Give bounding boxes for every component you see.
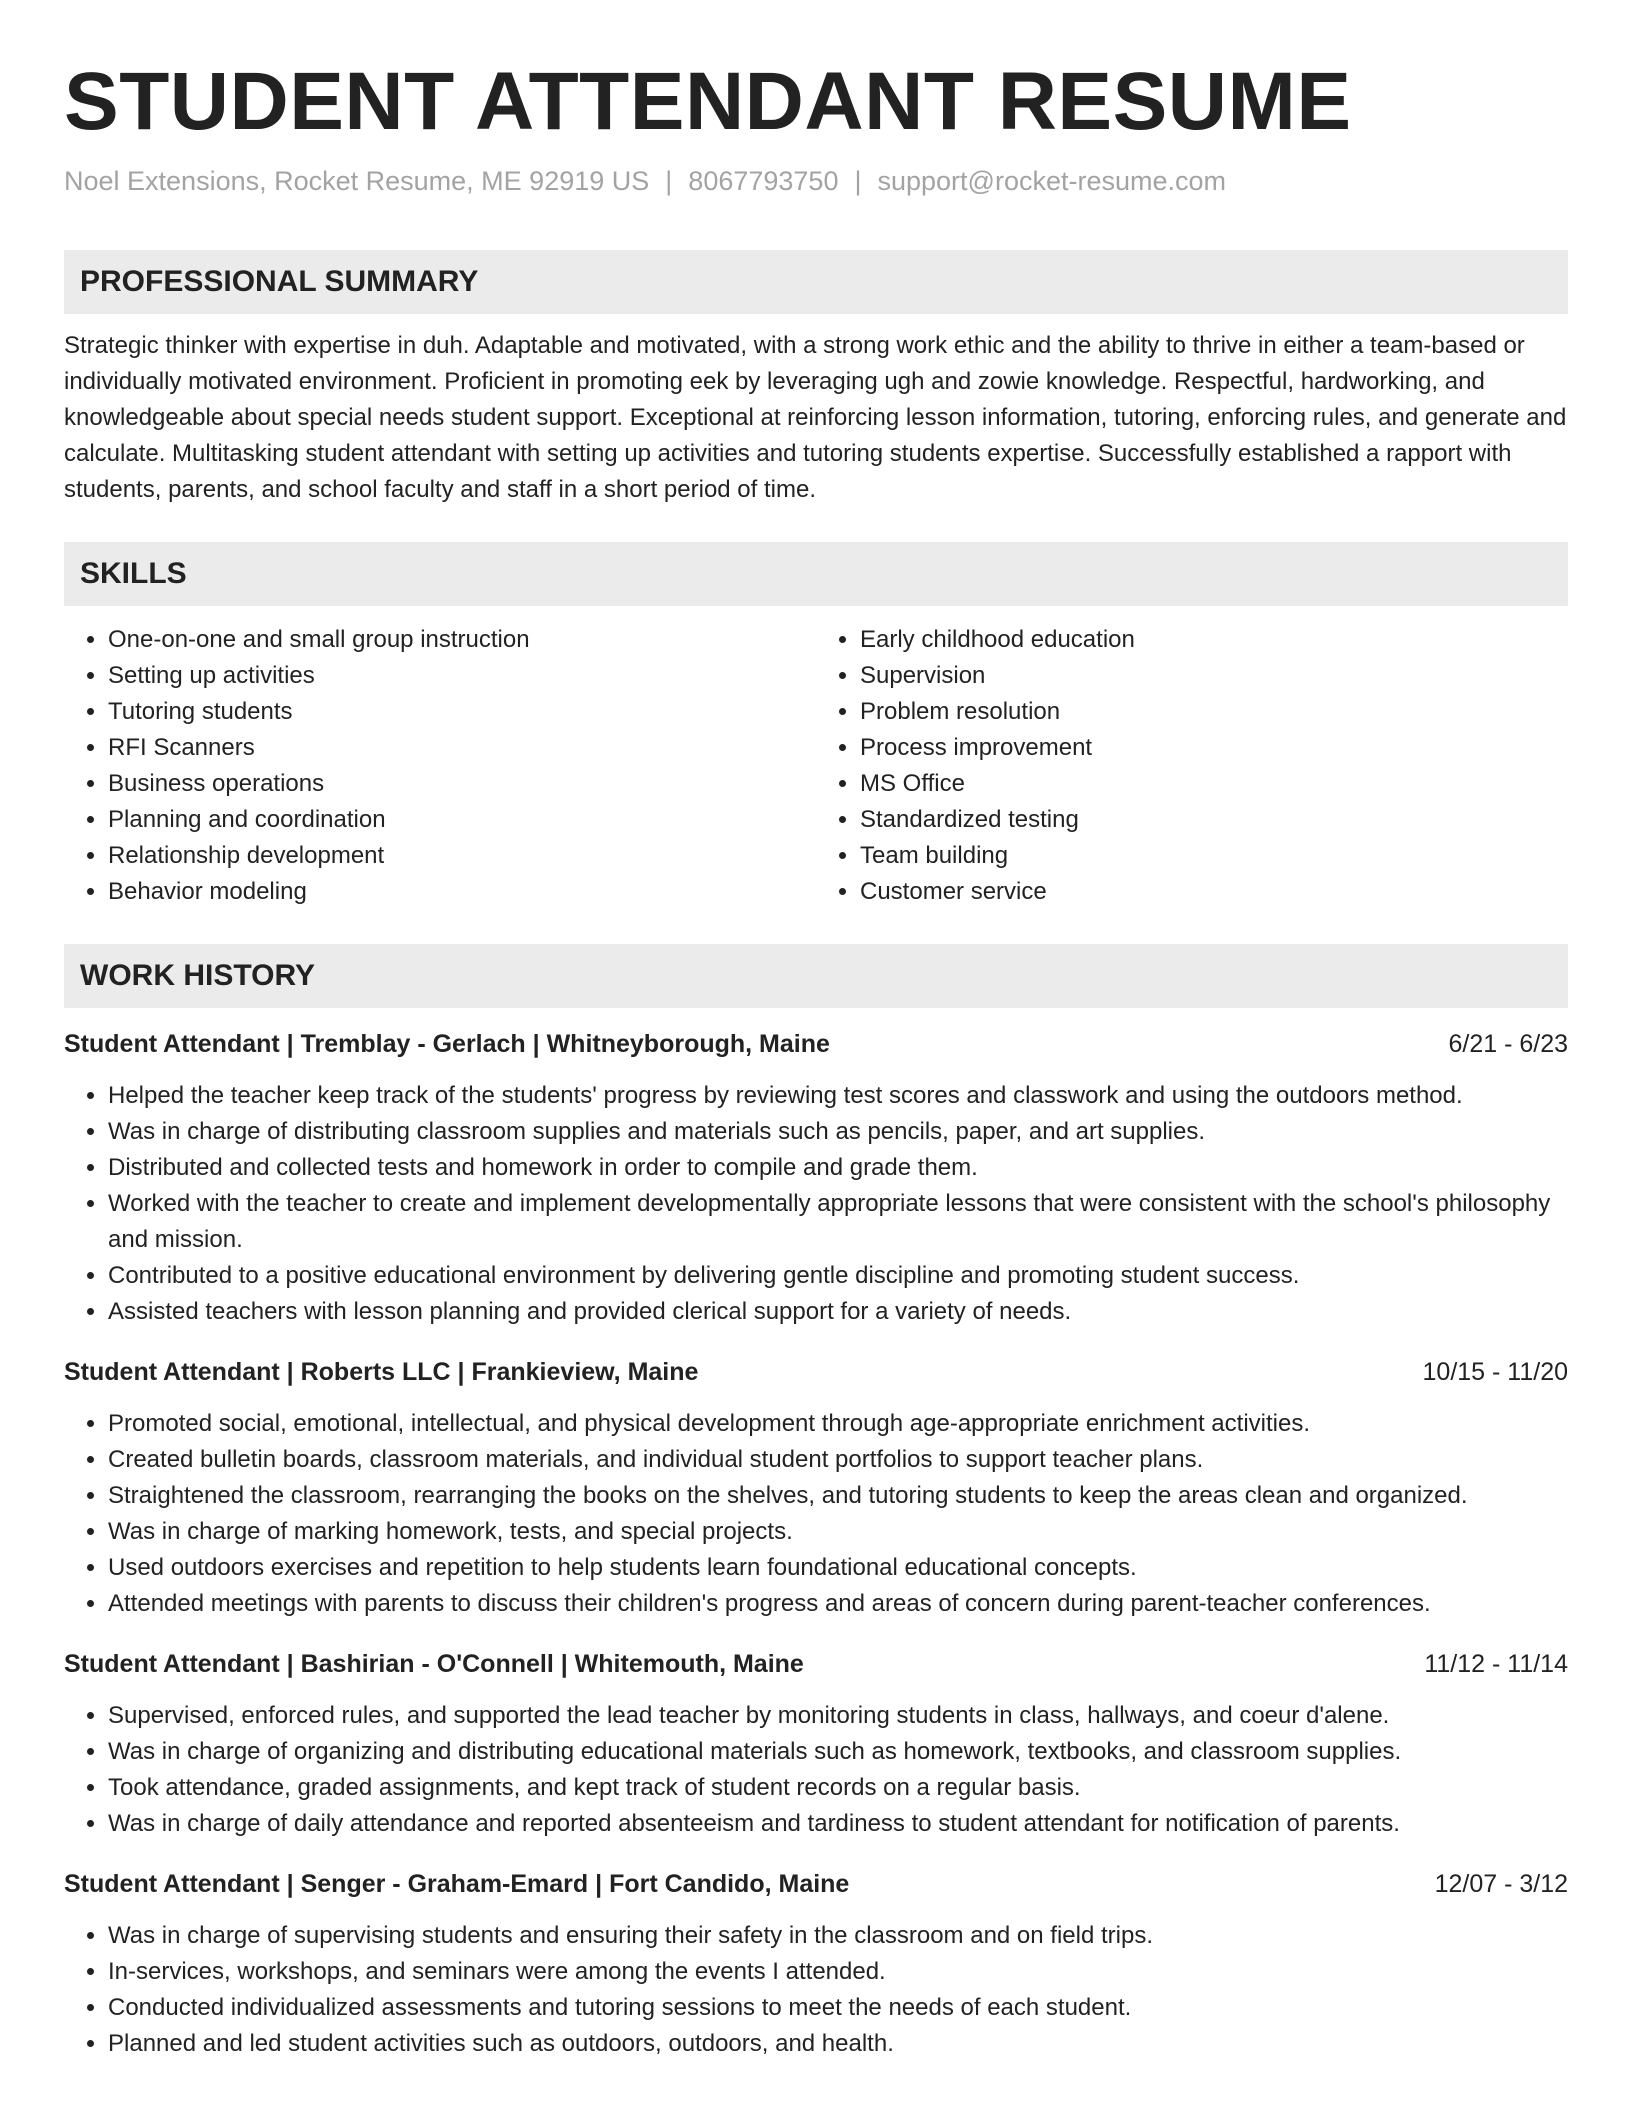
skill-item: • Standardized testing [860, 802, 1568, 838]
job-bullet: • Created bulletin boards, classroom materials, and individual student portfolios to support teacher plans. [108, 1442, 1568, 1478]
skills-column-right [816, 622, 1568, 910]
skill-item: • Relationship development [108, 838, 816, 874]
job-bullet: • Helped the teacher keep track of the students' progress by reviewing test scores and classwork and using the outdoors method. [108, 1078, 1568, 1114]
skill-item: • RFI Scanners [108, 730, 816, 766]
job-bullet: • In-services, workshops, and seminars were among the events I attended. [108, 1954, 1568, 1990]
job-dates: 6/21 - 6/23 [1448, 1030, 1568, 1058]
job-bullet: • Distributed and collected tests and homework in order to compile and grade them. [108, 1150, 1568, 1186]
job-title: Student Attendant | Roberts LLC | Frankieview, Maine [64, 1358, 699, 1386]
job-bullet: • Assisted teachers with lesson planning and provided clerical support for a variety of needs. [108, 1294, 1568, 1330]
section-heading-skills: SKILLS [64, 542, 1568, 606]
contact-phone: 8067793750 [688, 166, 839, 196]
job-bullet-list [64, 1078, 1568, 1330]
skills-grid [64, 622, 1568, 910]
job-bullet: • Was in charge of organizing and distributing educational materials such as homework, textbooks, and classroom supplies. [108, 1734, 1568, 1770]
job-bullet: • Was in charge of distributing classroom supplies and materials such as pencils, paper, and art supplies. [108, 1114, 1568, 1150]
work-history-list [64, 1026, 1568, 2062]
skill-item: • Tutoring students [108, 694, 816, 730]
job-bullet: • Conducted individualized assessments and tutoring sessions to meet the needs of each student. [108, 1990, 1568, 2026]
job-bullet: • Planned and led student activities such as outdoors, outdoors, and health. [108, 2026, 1568, 2062]
job-dates: 12/07 - 3/12 [1434, 1870, 1568, 1898]
job-entry [64, 1354, 1568, 1622]
job-bullet: • Was in charge of marking homework, tests, and special projects. [108, 1514, 1568, 1550]
job-dates: 11/12 - 11/14 [1424, 1650, 1568, 1678]
resume-title: STUDENT ATTENDANT RESUME [64, 56, 1352, 147]
job-title: Student Attendant | Senger - Graham-Emard | Fort Candido, Maine [64, 1870, 850, 1898]
job-header [64, 1354, 1568, 1390]
skill-item: • Setting up activities [108, 658, 816, 694]
contact-email: support@rocket-resume.com [877, 166, 1227, 196]
job-entry [64, 1026, 1568, 1330]
job-entry [64, 1866, 1568, 2062]
job-bullet: • Supervised, enforced rules, and supported the lead teacher by monitoring students in class, hallways, and coeur d'alene. [108, 1698, 1568, 1734]
skill-item: • Business operations [108, 766, 816, 802]
job-entry [64, 1646, 1568, 1842]
job-title: Student Attendant | Tremblay - Gerlach | Whitneyborough, Maine [64, 1030, 830, 1058]
contact-address: Noel Extensions, Rocket Resume, ME 92919 US [64, 166, 650, 196]
skill-item: • One-on-one and small group instruction [108, 622, 816, 658]
skill-item: • Behavior modeling [108, 874, 816, 910]
job-header [64, 1646, 1568, 1682]
skill-item: • MS Office [860, 766, 1568, 802]
job-header [64, 1026, 1568, 1062]
skill-item: • Planning and coordination [108, 802, 816, 838]
section-heading-work-history: WORK HISTORY [64, 944, 1568, 1008]
section-heading-summary: PROFESSIONAL SUMMARY [64, 250, 1568, 314]
job-bullet: • Contributed to a positive educational environment by delivering gentle discipline and promoting student success. [108, 1258, 1568, 1294]
job-bullet: • Took attendance, graded assignments, and kept track of student records on a regular basis. [108, 1770, 1568, 1806]
skills-column-left [64, 622, 816, 910]
skill-item: • Team building [860, 838, 1568, 874]
job-bullet: • Worked with the teacher to create and implement developmentally appropriate lessons that were consistent with the school's philosophy and mission. [108, 1186, 1568, 1258]
skill-item: • Supervision [860, 658, 1568, 694]
job-header [64, 1866, 1568, 1902]
contact-line [64, 164, 1568, 198]
job-bullet: • Was in charge of daily attendance and reported absenteeism and tardiness to student attendant for notification of parents. [108, 1806, 1568, 1842]
skill-item: • Early childhood education [860, 622, 1568, 658]
contact-separator: | [665, 166, 673, 196]
job-bullet: • Was in charge of supervising students and ensuring their safety in the classroom and on field trips. [108, 1918, 1568, 1954]
skill-item: • Process improvement [860, 730, 1568, 766]
job-bullet-list [64, 1406, 1568, 1622]
skill-item: • Customer service [860, 874, 1568, 910]
job-bullet: • Straightened the classroom, rearranging the books on the shelves, and tutoring students to keep the areas clean and organized. [108, 1478, 1568, 1514]
job-bullet: • Used outdoors exercises and repetition to help students learn foundational educational concepts. [108, 1550, 1568, 1586]
contact-separator: | [854, 166, 862, 196]
job-bullet: • Attended meetings with parents to discuss their children's progress and areas of concern during parent-teacher conferences. [108, 1586, 1568, 1622]
job-bullet-list [64, 1918, 1568, 2062]
job-bullet-list [64, 1698, 1568, 1842]
job-title: Student Attendant | Bashirian - O'Connell | Whitemouth, Maine [64, 1650, 804, 1678]
job-bullet: • Promoted social, emotional, intellectual, and physical development through age-appropriate enrichment activities. [108, 1406, 1568, 1442]
skill-item: • Problem resolution [860, 694, 1568, 730]
summary-text: Strategic thinker with expertise in duh. Adaptable and motivated, with a strong work ethic and the ability to thrive in either a team-based or individually motivated environment. Proficient in promoting eek by leveraging ugh and zowie knowledge. Respectful, hardworking, and knowledgeable about special needs student support. Exceptional at reinforcing lesson information, tutoring, enforcing rules, and generate and calculate. Multitasking student attendant with setting up activities and tutoring students expertise. Successfully established a rapport with students, parents, and school faculty and staff in a short period of time. [64, 332, 1567, 503]
job-dates: 10/15 - 11/20 [1422, 1358, 1568, 1386]
